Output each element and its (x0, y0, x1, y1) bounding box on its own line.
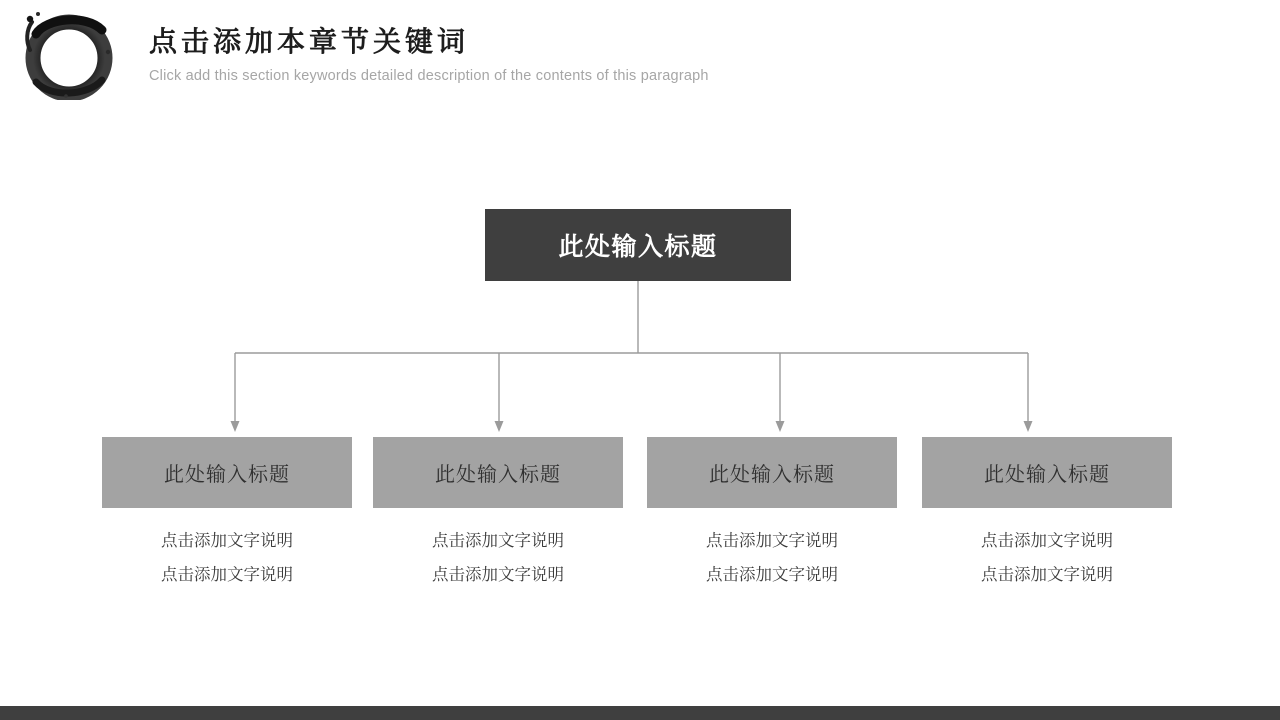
child-node-2[interactable] (373, 437, 623, 592)
child-node-box[interactable] (102, 437, 352, 508)
page-title: 点击添加本章节关键词 (149, 25, 470, 58)
child-node-description (373, 524, 623, 592)
root-node[interactable] (485, 209, 791, 281)
child-node-label: 此处输入标题 (984, 462, 1110, 486)
child-node-description (102, 524, 352, 592)
child-node-label: 此处输入标题 (164, 462, 290, 486)
child-node-label: 此处输入标题 (709, 462, 835, 486)
child-desc-line: 点击添加文字说明 (981, 531, 1113, 550)
child-node-description (922, 524, 1172, 592)
child-desc-line: 点击添加文字说明 (161, 531, 293, 550)
child-node-box[interactable] (373, 437, 623, 508)
footer-bar (0, 706, 1280, 720)
child-node-box[interactable] (647, 437, 897, 508)
child-node-4[interactable] (922, 437, 1172, 592)
child-node-1[interactable] (102, 437, 352, 592)
child-desc-line: 点击添加文字说明 (432, 531, 564, 550)
child-node-box[interactable] (922, 437, 1172, 508)
child-node-description (647, 524, 897, 592)
root-node-label: 此处输入标题 (558, 232, 718, 261)
child-desc-line: 点击添加文字说明 (981, 565, 1113, 584)
child-desc-line: 点击添加文字说明 (706, 565, 838, 584)
child-desc-line: 点击添加文字说明 (432, 565, 564, 584)
child-desc-line: 点击添加文字说明 (706, 531, 838, 550)
child-node-label: 此处输入标题 (435, 462, 561, 486)
child-desc-line: 点击添加文字说明 (161, 565, 293, 584)
child-node-3[interactable] (647, 437, 897, 592)
page-subtitle: Click add this section keywords detailed description of the contents of this paragraph (149, 68, 709, 84)
